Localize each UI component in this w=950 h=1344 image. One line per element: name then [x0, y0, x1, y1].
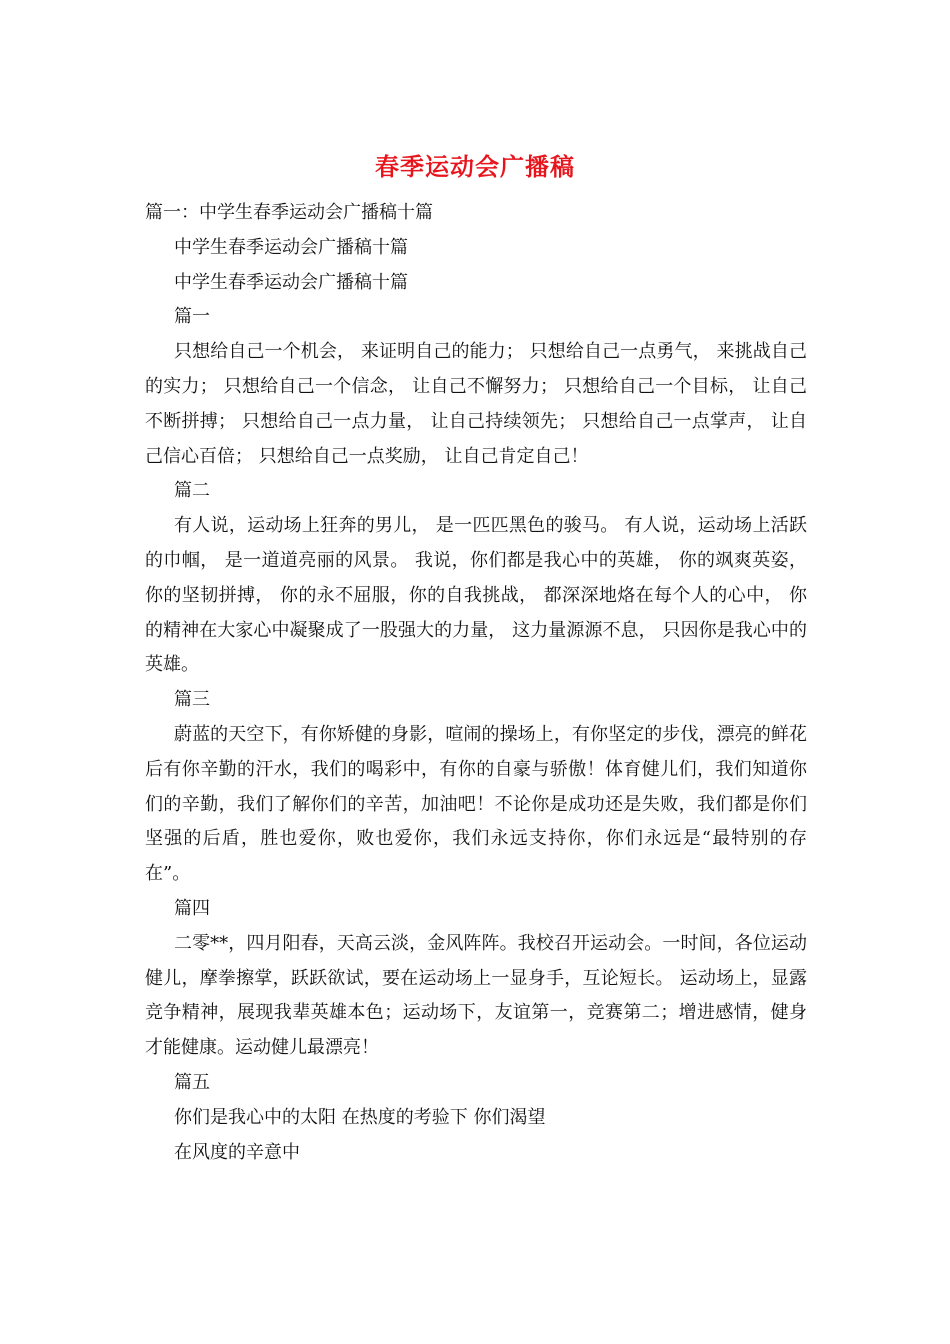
section-heading: 篇一：中学生春季运动会广播稿十篇: [145, 202, 433, 223]
body-paragraph: 有人说，运动场上狂奔的男儿， 是一匹匹黑色的骏马。 有人说，运动场上活跃的巾帼， 是一道道亮丽的风景。 我说，你们都是我心中的英雄， 你的飒爽英姿，你的坚韧拼搏， 你的永不屈服，你的自我挑战， 都深深地烙在每个人的心中， 你的精神在大家心中凝聚成了一股强大的力量， 这力量源源不息， 只因你是我心中的英雄。: [145, 515, 807, 676]
document-title: 春季运动会广播稿: [375, 152, 575, 181]
body-paragraph: 只想给自己一个机会， 来证明自己的能力； 只想给自己一点勇气， 来挑战自己的实力； 只想给自己一个信念， 让自己不懈努力； 只想给自己一个目标， 让自己不断拼搏； 只想给自己一点力量， 让自己持续领先； 只想给自己一点掌声， 让自己信心百倍； 只想给自己一点奖励， 让自己肯定自己！: [145, 341, 807, 467]
poem-line: 你们是我心中的太阳 在热度的考验下 你们渴望: [174, 1106, 546, 1128]
section-label: 篇四: [174, 897, 210, 919]
subtitle-line: 中学生春季运动会广播稿十篇: [174, 271, 408, 293]
body-paragraph: 蔚蓝的天空下，有你矫健的身影，喧闹的操场上，有你坚定的步伐，漂亮的鲜花后有你辛勤的汗水，我们的喝彩中，有你的自豪与骄傲！体育健儿们，我们知道你们的辛勤，我们了解你们的辛苦，加油吧！不论你是成功还是失败，我们都是你们坚强的后盾，胜也爱你，败也爱你，我们永远支持你，你们永远是“最特别的存在”。: [145, 723, 807, 885]
section-label: 篇一: [174, 306, 210, 328]
body-paragraph: 二零**，四月阳春，天高云淡，金风阵阵。我校召开运动会。一时间，各位运动健儿，摩拳擦掌，跃跃欲试，要在运动场上一显身手，互论短长。 运动场上，显露竞争精神，展现我辈英雄本色；运动场下，友谊第一，竞赛第二；增进感情，健身才能健康。运动健儿最漂亮！: [145, 932, 807, 1059]
section-label: 篇二: [174, 480, 210, 502]
poem-line: 在风度的辛意中: [174, 1141, 300, 1163]
section-label: 篇五: [174, 1071, 210, 1093]
document-body: [145, 196, 807, 1170]
subtitle-line: 中学生春季运动会广播稿十篇: [174, 236, 408, 258]
section-label: 篇三: [174, 689, 210, 711]
